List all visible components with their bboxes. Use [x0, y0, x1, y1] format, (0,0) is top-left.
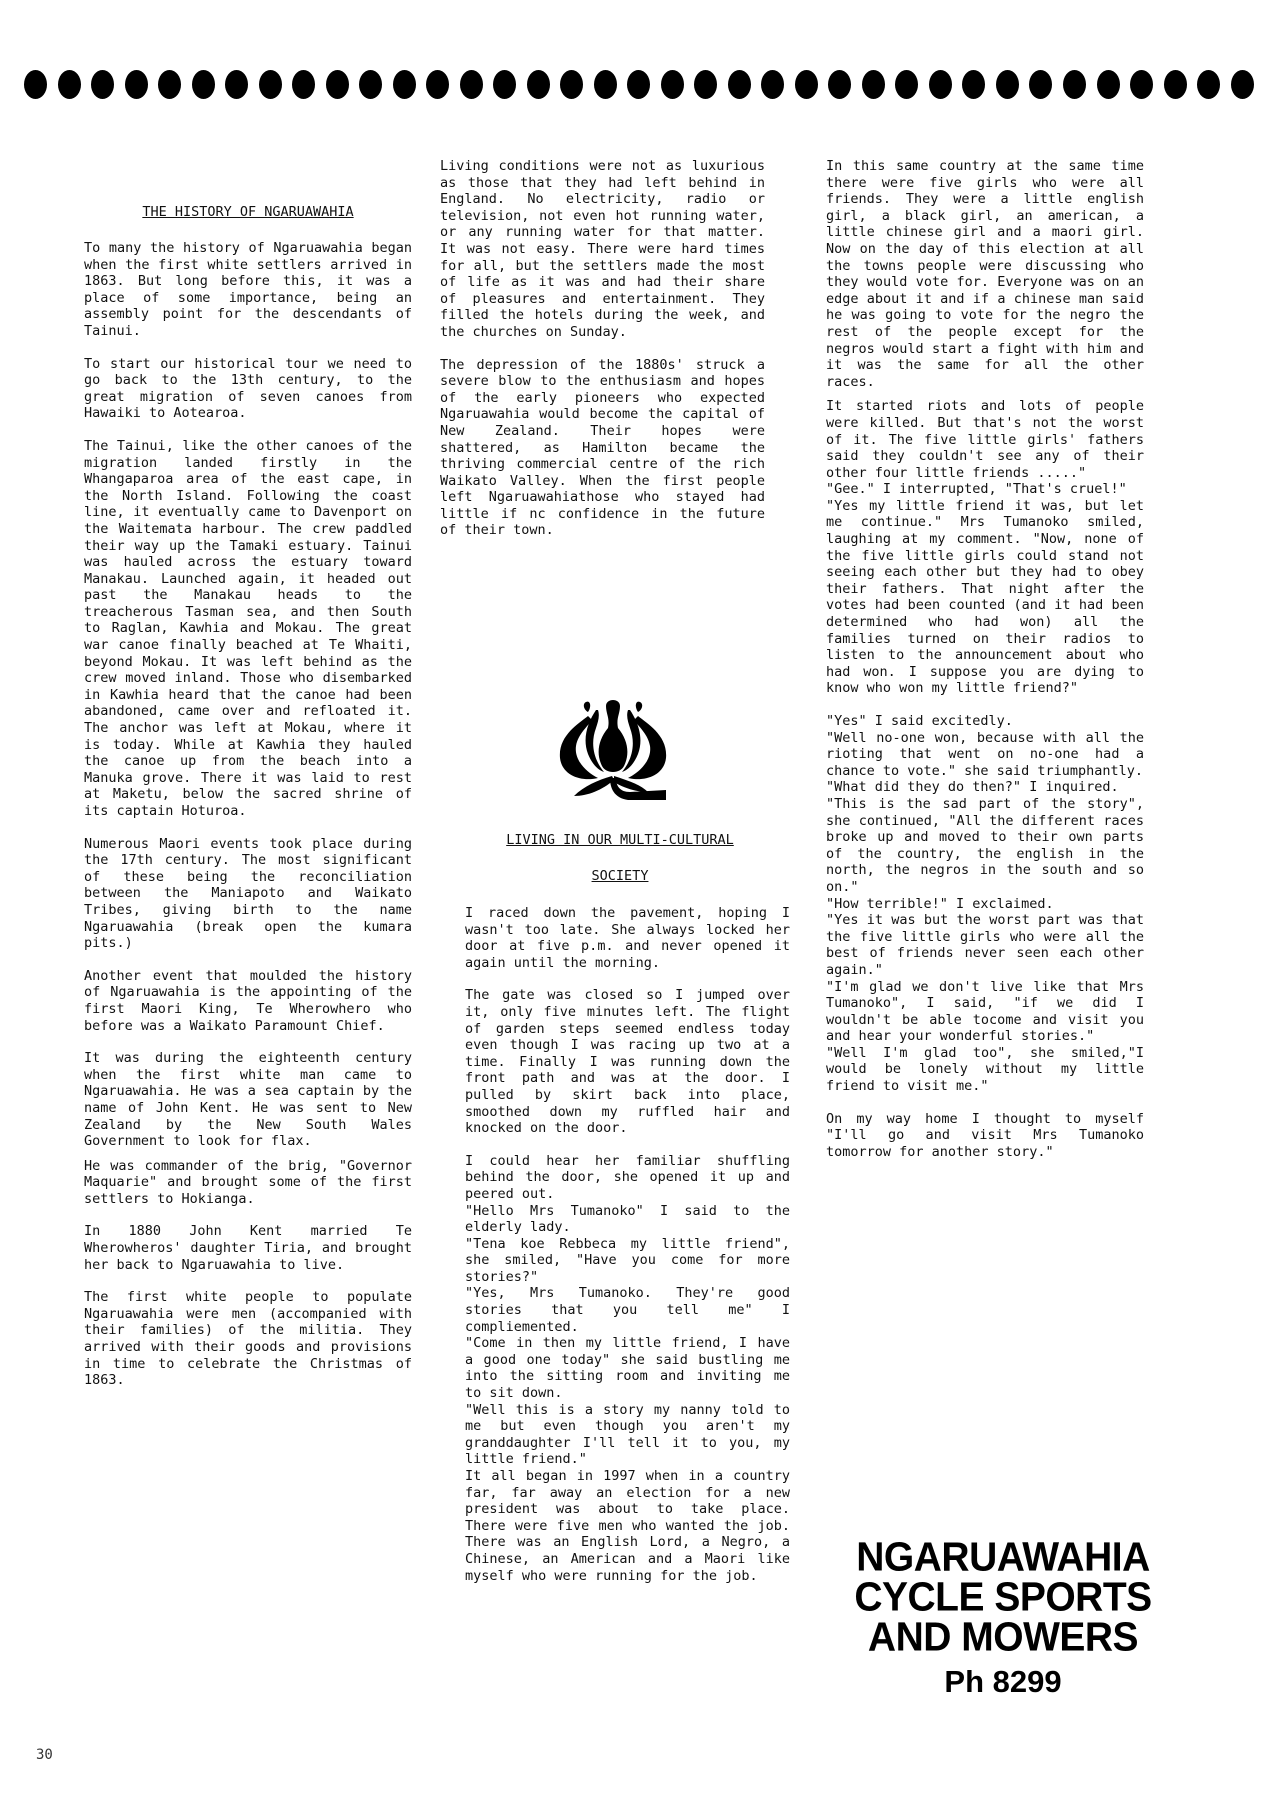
story-title-line2: SOCIETY [591, 868, 649, 884]
border-dot-icon [125, 70, 148, 99]
border-dot-icon [393, 70, 416, 99]
story-title-line1-wrap [470, 832, 770, 848]
page-number: 30 [36, 1747, 53, 1763]
history-paragraph: The first white people to populate Ngaruawahia were men (accompanied with their families) of the militia. They arrived with their goods and provisions in time to celebrate the Christmas of 1863. [84, 1289, 412, 1389]
story-dialogue-line: "Well this is a story my nanny told to me but even though you aren't my granddaughter I'll tell it to you, my little friend." [465, 1401, 790, 1468]
story-dialogue-line: "I'm glad we don't live like that Mrs Tumanoko", I said, "if we did I wouldn't be able tocome and visit you and hear your wonderful stories." [826, 978, 1144, 1045]
border-dot-icon [1029, 70, 1052, 99]
border-dot-icon [58, 70, 81, 99]
border-dot-icon [91, 70, 114, 99]
story-dialogue-line: I could hear her familiar shuffling behind the door, she opened it up and peered out. [465, 1152, 790, 1202]
border-dot-icon [359, 70, 382, 99]
border-dot-icon [225, 70, 248, 99]
story-dialogue-line: "Well I'm glad too", she smiled,"I would be lonely without my little friend to visit me." [826, 1044, 1144, 1095]
advertisement [848, 1534, 1158, 1702]
border-dot-icon [761, 70, 784, 99]
history-paragraph: He was commander of the brig, "Governor Maquarie" and brought some of the first settlers to Hokianga. [84, 1157, 412, 1207]
border-dot-icon [527, 70, 550, 99]
story-column-3 [826, 158, 1144, 1176]
ad-line-2: CYCLE SPORTS [854, 1574, 1152, 1621]
story-paragraph: The gate was closed so I jumped over it, only five minutes left. The flight of garden steps seemed endless today even though I was racing up two at a time. Finally I was running down the front path and was at the door. I pulled by skirt back into place, smoothed down my ruffled hair and knocked on the door. [465, 987, 790, 1137]
history-paragraph: Another event that moulded the history of Ngaruawahia is the appointing of the first Maori King, Te Wherowhero who before was a Waikato Paramount Chief. [84, 967, 412, 1034]
border-dot-icon [795, 70, 818, 99]
history-continued-paragraph: Living conditions were not as luxurious as those that they had left behind in England. No electricity, radio or television, not even hot running water, or any running water for that matter. It was not easy. There were hard times for all, but the settlers made the most of life as it was and had their share of pleasures and entertainment. They filled the hotels during the week, and the churches on Sunday. [440, 158, 765, 340]
story-dialogue-line: "What did they do then?" I inquired. [826, 779, 1119, 796]
story-dialogue-line: "This is the sad part of the story", she continued, "All the different races broke up and moved to their own parts of the country, the english in the north, the negros in the south and so on." [826, 795, 1144, 895]
stylised-flower-emblem-icon [548, 688, 678, 808]
border-dot-icon [158, 70, 181, 99]
border-dot-icon [1063, 70, 1086, 99]
border-dot-icon [560, 70, 583, 99]
history-article-column [84, 240, 412, 1405]
history-paragraph: It was during the eighteenth century when the first white man came to Ngaruawahia. He was a sea captain by the name of John Kent. He was sent to New Zealand by the New South Wales Government to look for flax. [84, 1050, 412, 1150]
story-paragraph: In this same country at the same time there were five girls who were all friends. They were a little english girl, a black girl, an american, a little chinese girl and a maori girl. Now on the day of this election at all the towns people were discussing who they would vote for. Everyone was on an edge about it and if a chinese man said he was going to vote for the negro the rest of the people except for the negros would start a fight with him and it was the same for all the other races. [826, 158, 1144, 390]
story-dialogue-line: It all began in 1997 when in a country far, far away an election for a new president was about to take place. There were five men who wanted the job. There was an English Lord, a Negro, a Chinese, an American and a Maori like myself who were running for the job. [465, 1468, 790, 1584]
history-article-title: THE HISTORY OF NGARUAWAHIA [142, 204, 354, 220]
border-dot-icon [1164, 70, 1187, 99]
story-dialogue-line: "Tena koe Rebbeca my little friend", she smiled, "Have you come for more stories?" [465, 1235, 790, 1285]
story-dialogue-line: It started riots and lots of people were killed. But that's not the worst of it. The five little girls' fathers said they couldn't see any of their other four little friends ....." [826, 398, 1144, 481]
border-dot-icon [1197, 70, 1220, 99]
border-dot-icon [24, 70, 47, 99]
ad-line-1: NGARUAWAHIA [856, 1534, 1150, 1581]
history-paragraph: To start our historical tour we need to go back to the 13th century, to the great migration of seven canoes from Hawaiki to Aotearoa. [84, 355, 412, 422]
story-title-line2-wrap [470, 868, 770, 884]
border-dot-icon [460, 70, 483, 99]
story-dialogue-line: "Yes my little friend it was, but let me continue." Mrs Tumanoko smiled, laughing at my comment. "Now, none of the five little girls could stand not seeing each other but they had to obey their fathers. That night after the votes had been counted (and it had been determined who had won) all the families turned on their radios to listen to the announcement about who had won. I suppose you are dying to know who won my little friend?" [826, 497, 1144, 697]
border-dot-icon [895, 70, 918, 99]
border-dot-icon [661, 70, 684, 99]
history-paragraph: The Tainui, like the other canoes of the migration landed firstly in the Whangaparoa area of the east cape, in the North Island. Following the coast line, it eventually came to Davenport on the Waitemata harbour. The crew paddled their way up the Tamaki estuary. Tainui was hauled across the estuary toward Manakau. Launched again, it headed out past the Manakau heads to the treacherous Tasman sea, and then South to Raglan, Kawhia and Mokau. The great war canoe finally beached at Te Whaiti, beyond Mokau. It was left behind as the crew moved inland. Those who disembarked in Kawhia heard that the canoe had been abandoned, came over and refloated it. The anchor was left at Mokau, where it is today. While at Kawhia they hauled the canoe up from the beach into a Manuka grove. There it was laid to rest at Maketu, below the sacred shrine of its captain Hoturoa. [84, 437, 412, 819]
history-continued-paragraph: The depression of the 1880s' struck a severe blow to the enthusiasm and hopes of the early pioneers who expected Ngaruawahia would become the capital of New Zealand. Their hopes were shattered, as Hamilton became the thriving commercial centre of the rich Waikato Valley. When the first people left Ngaruawahiathose who stayed had little if nc confidence in the future of their town. [440, 356, 765, 539]
border-dot-icon [962, 70, 985, 99]
story-column-2 [465, 905, 790, 1584]
story-dialogue-line: "Hello Mrs Tumanoko" I said to the elderly lady. [465, 1202, 790, 1236]
border-dot-icon [192, 70, 215, 99]
story-dialogue-line: "Gee." I interrupted, "That's cruel!" [826, 481, 1127, 498]
border-dot-icon [627, 70, 650, 99]
history-article-title-wrap [84, 204, 412, 220]
story-dialogue-line: "Yes it was but the worst part was that the five little girls who were all the best of friends never seen each other again." [826, 912, 1144, 978]
border-dot-icon [728, 70, 751, 99]
history-continued-column [440, 158, 765, 555]
border-dot-icon [493, 70, 516, 99]
history-paragraph: In 1880 John Kent married Te Wherowheros' daughter Tiria, and brought her back to Ngaruawahia to live. [84, 1223, 412, 1273]
border-dot-icon [828, 70, 851, 99]
border-dot-icon [929, 70, 952, 99]
border-dot-icon [426, 70, 449, 99]
story-closing: On my way home I thought to myself "I'll go and visit Mrs Tumanoko tomorrow for another story." [826, 1110, 1144, 1160]
story-dialogue-line: "Come in then my little friend, I have a good one today" she said bustling me into the sitting room and inviting me to sit down. [465, 1335, 790, 1402]
border-dot-icon [1097, 70, 1120, 99]
ad-line-3: AND MOWERS [867, 1614, 1139, 1661]
history-paragraph: Numerous Maori events took place during the 17th century. The most significant of these being the reconciliation between the Maniapoto and Waikato Tribes, giving birth to the name Ngaruawahia (break open the kumara pits.) [84, 835, 412, 952]
history-paragraph: To many the history of Ngaruawahia began when the first white settlers arrived in 1863. But long before this, it was a place of some importance, being an assembly point for the descendants of Tainui. [84, 240, 412, 339]
border-dot-icon [1231, 70, 1254, 99]
border-dot-icon [326, 70, 349, 99]
story-dialogue-line: "Yes" I said excitedly. [826, 713, 1013, 729]
border-dot-icon [694, 70, 717, 99]
border-dot-icon [292, 70, 315, 99]
dot-border-row [24, 70, 1254, 100]
border-dot-icon [259, 70, 282, 99]
story-dialogue-line: "How terrible!" I exclaimed. [826, 895, 1054, 912]
border-dot-icon [594, 70, 617, 99]
border-dot-icon [996, 70, 1019, 99]
story-dialogue-line: "Well no-one won, because with all the rioting that went on no-one had a chance to vote." she said triumphantly. [826, 729, 1144, 779]
border-dot-icon [1130, 70, 1153, 99]
border-dot-icon [862, 70, 885, 99]
ad-phone: Ph 8299 [944, 1664, 1062, 1699]
story-dialogue-line: "Yes, Mrs Tumanoko. They're good stories that you tell me" I compliemented. [465, 1285, 790, 1335]
story-title-line1: LIVING IN OUR MULTI-CULTURAL [506, 832, 734, 848]
story-paragraph: I raced down the pavement, hoping I wasn't too late. She always locked her door at five p.m. and never opened it again until the morning. [465, 905, 790, 971]
